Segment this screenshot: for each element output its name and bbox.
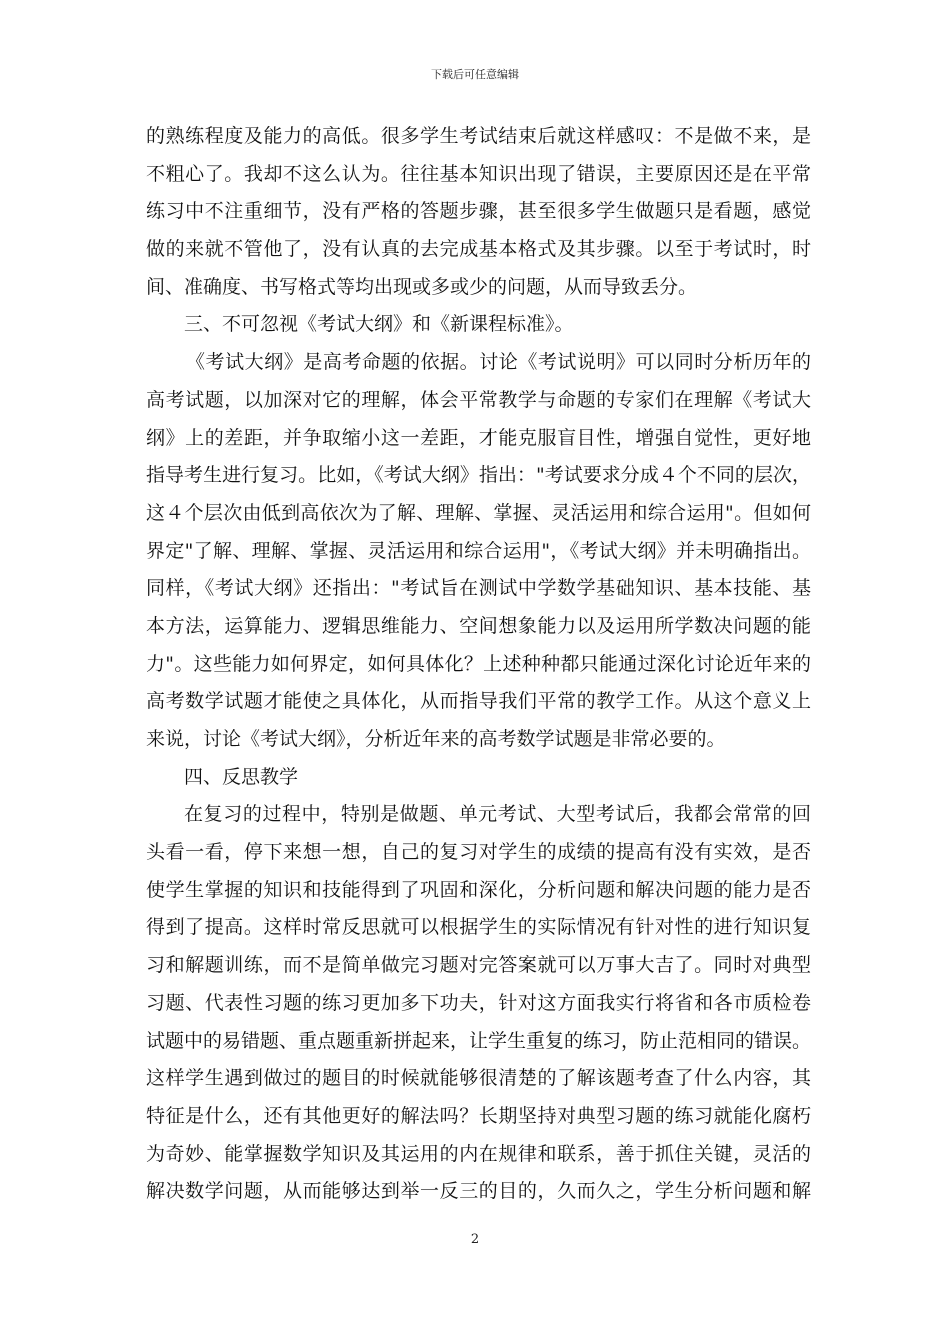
page-header: 下载后可任意编辑: [431, 68, 519, 81]
text-line: 习题、代表性习题的练习更加多下功夫，针对这方面我实行将省和各市质检卷: [146, 991, 811, 1014]
text-line: 高考试题，以加深对它的理解，体会平常教学与命题的专家们在理解《考试大: [146, 388, 811, 411]
text-line: 使学生掌握的知识和技能得到了巩固和深化，分析问题和解决问题的能力是否: [146, 878, 811, 901]
text-line: 在复习的过程中，特别是做题、单元考试、大型考试后，我都会常常的回: [184, 803, 811, 826]
text-line: 指导考生进行复习。比如，《考试大纲》指出："考试要求分成４个不同的层次，: [146, 464, 811, 487]
section-heading: 三、不可忽视《考试大纲》和《新课程标准》。: [184, 313, 574, 336]
text-line: 这４个层次由低到高依次为了解、理解、掌握、灵活运用和综合运用"。但如何: [146, 501, 811, 524]
text-line: 特征是什么，还有其他更好的解法吗？长期坚持对典型习题的练习就能化腐朽: [146, 1104, 811, 1127]
text-line: 力"。这些能力如何界定，如何具体化？上述种种都只能通过深化讨论近年来的: [146, 652, 811, 675]
text-line: 界定"了解、理解、掌握、灵活运用和综合运用"，《考试大纲》并未明确指出。: [146, 539, 811, 562]
text-line: 习和解题训练，而不是简单做完习题对完答案就可以万事大吉了。同时对典型: [146, 954, 811, 977]
text-line: 做的来就不管他了，没有认真的去完成基本格式及其步骤。以至于考试时，时: [146, 238, 811, 261]
section-heading: 四、反思教学: [184, 765, 299, 788]
text-line: 解决数学问题，从而能够达到举一反三的目的，久而久之，学生分析问题和解: [146, 1180, 811, 1203]
text-line: 的熟练程度及能力的高低。很多学生考试结束后就这样感叹：不是做不来，是: [146, 125, 811, 147]
text-line: 练习中不注重细节，没有严格的答题步骤，甚至很多学生做题只是看题，感觉: [146, 200, 811, 223]
text-line: 间、准确度、书写格式等均出现或多或少的问题，从而导致丢分。: [146, 275, 698, 298]
text-line: 纲》上的差距，并争取缩小这一差距，才能克服盲目性，增强自觉性，更好地: [146, 426, 811, 449]
text-line: 《考试大纲》是高考命题的依据。讨论《考试说明》可以同时分析历年的: [186, 351, 811, 374]
text-line: 这样学生遇到做过的题目的时候就能够很清楚的了解该题考查了什么内容，其: [146, 1067, 811, 1090]
text-line: 同样，《考试大纲》还指出："考试旨在测试中学数学基础知识、基本技能、基: [146, 577, 811, 600]
text-line: 来说，讨论《考试大纲》，分析近年来的高考数学试题是非常必要的。: [146, 728, 726, 750]
document-body: [146, 118, 811, 1211]
text-line: 试题中的易错题、重点题重新拼起来，让学生重复的练习，防止范相同的错误。: [146, 1029, 812, 1052]
text-line: 为奇妙、能掌握数学知识及其运用的内在规律和联系，善于抓住关键，灵活的: [146, 1142, 811, 1165]
text-line: 不粗心了。我却不这么认为。往往基本知识出现了错误，主要原因还是在平常: [146, 162, 811, 185]
text-line: 高考数学试题才能使之具体化，从而指导我们平常的教学工作。从这个意义上: [146, 690, 811, 713]
text-line: 本方法，运算能力、逻辑思维能力、空间想象能力以及运用所学数决问题的能: [146, 614, 811, 637]
page-number: 2: [470, 1232, 480, 1247]
text-line: 头看一看，停下来想一想，自己的复习对学生的成绩的提高有没有实效，是否: [146, 841, 811, 864]
text-line: 得到了提高。这样时常反思就可以根据学生的实际情况有针对性的进行知识复: [146, 916, 811, 939]
